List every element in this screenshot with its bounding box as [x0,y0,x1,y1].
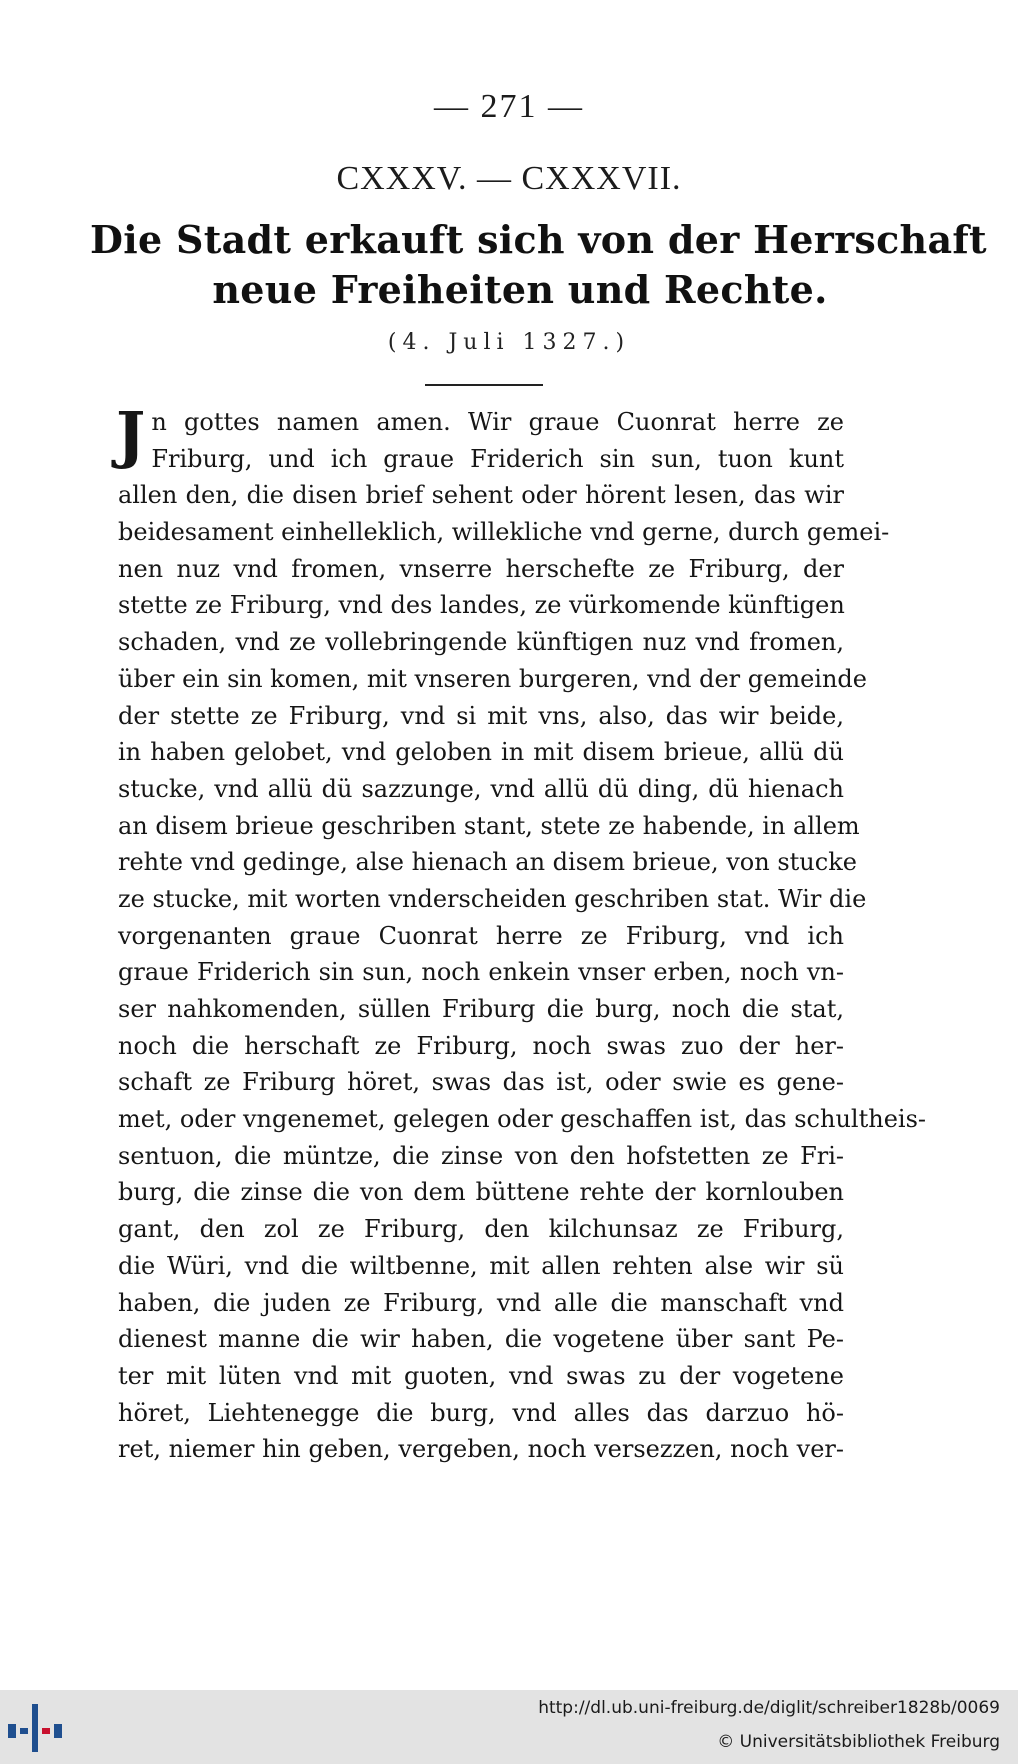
document-url-link[interactable]: http://dl.ub.uni-freiburg.de/diglit/schreiber1828b/0069 [538,1698,1000,1718]
text-line: Friburg, und ich graue Friderich sin sun, tuon kunt [151,444,844,473]
title-divider [425,384,543,386]
text-line: burg, die zinse die von dem büttene rehte der kornlouben [118,1178,844,1207]
text-line: ret, niemer hin geben, vergeben, noch versezzen, noch ver- [118,1435,844,1464]
drop-capital: J [116,398,146,471]
text-line: gant, den zol ze Friburg, den kilchunsaz ze Friburg, [118,1215,844,1244]
title-line-1: Die Stadt erkauft sich von der Herrschaft [90,217,987,262]
text-line: stette ze Friburg, vnd des landes, ze vürkomende künftigen [118,591,845,620]
chapter-numbers: CXXXV. — CXXXVII. [336,160,682,197]
text-line: ser nahkomenden, süllen Friburg die burg, noch die stat, [118,995,844,1023]
text-line: über ein sin komen, mit vnseren burgeren, vnd der gemeinde [118,664,867,693]
text-line: höret, Liehtenegge die burg, vnd alles das darzuo hö- [118,1398,844,1427]
text-line: in haben gelobet, vnd geloben in mit disem brieue, allü dü [118,738,844,767]
university-library-logo-icon [6,1702,64,1754]
charter-text [116,398,926,1468]
page-number: — 271 — [434,88,584,125]
text-line: ter mit lüten vnd mit guoten, vnd swas zu der vogetene [118,1361,844,1390]
text-line: allen den, die disen brief sehent oder hörent lesen, das wir [118,481,844,510]
copyright-notice: © Universitätsbibliothek Freiburg [717,1732,1000,1752]
text-line: noch die herschaft ze Friburg, noch swas zuo der her- [118,1031,844,1060]
text-line: schaft ze Friburg höret, swas das ist, oder swie es gene- [118,1068,844,1097]
library-footer [0,1690,1018,1764]
text-line: rehte vnd gedinge, alse hienach an disem brieue, von stucke [118,848,857,877]
document-date: (4. Juli 1327.) [387,330,631,355]
text-line: ze stucke, mit worten vnderscheiden geschriben stat. Wir die [118,884,867,913]
text-line: der stette ze Friburg, vnd si mit vns, also, das wir beide, [118,701,844,730]
text-line: nen nuz vnd fromen, vnserre herschefte ze Friburg, der [118,554,844,583]
text-line: haben, die juden ze Friburg, vnd alle die manschaft vnd [118,1288,844,1317]
text-line: dienest manne die wir haben, die vogetene über sant Pe- [118,1325,844,1354]
text-line: beidesament einhelleklich, willekliche vnd gerne, durch gemei- [118,518,890,547]
text-line: sentuon, die müntze, die zinse von den hofstetten ze Fri- [118,1141,844,1170]
text-line: die Würi, vnd die wiltbenne, mit allen rehten alse wir sü [118,1251,844,1280]
text-line: n gottes namen amen. Wir graue Cuonrat herre ze [151,408,844,436]
title-line-2: neue Freiheiten und Rechte. [212,267,828,312]
text-line: schaden, vnd ze vollebringende künftigen nuz vnd fromen, [118,628,844,657]
text-line: graue Friderich sin sun, noch enkein vnser erben, noch vn- [118,958,844,987]
text-line: vorgenanten graue Cuonrat herre ze Friburg, vnd ich [118,921,844,950]
document-title [90,215,987,315]
text-line: stucke, vnd allü dü sazzunge, vnd allü dü ding, dü hienach [118,774,844,803]
text-line: an disem brieue geschriben stant, stete ze habende, in allem [118,811,860,840]
text-line: met, oder vngenemet, gelegen oder geschaffen ist, das schultheis- [118,1105,926,1134]
